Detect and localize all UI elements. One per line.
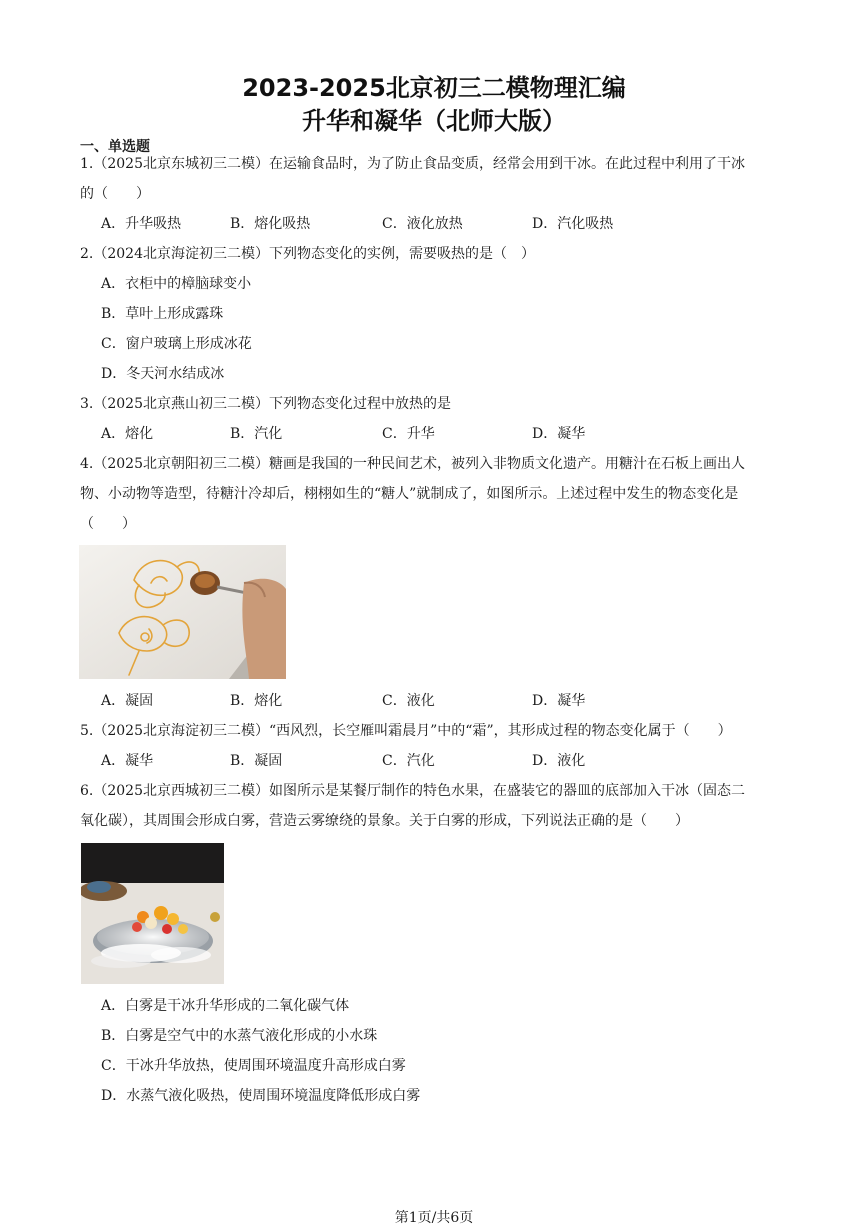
- q3-option-a: A．熔化: [101, 426, 154, 442]
- question-5-text: 5.（2025北京海淀初三二模）“西风烈，长空雁叫霜晨月”中的“霜”，其形成过程的物态变化属于（ ）: [80, 723, 732, 739]
- dry-ice-fruit-photo: [81, 843, 224, 984]
- page-footer: 第1页/共6页: [394, 1210, 474, 1226]
- q5-option-b: B．凝固: [230, 753, 283, 769]
- q6-option-a: A．白雾是干冰升华形成的二氧化碳气体: [101, 998, 350, 1014]
- question-6-text: 6.（2025北京西城初三二模）如图所示是某餐厅制作的特色水果，在盛装它的器皿的底部加入干冰（固态二: [80, 783, 745, 799]
- question-1-text: 1.（2025北京东城初三二模）在运输食品时，为了防止食品变质，经常会用到干冰。在此过程中利用了干冰: [80, 156, 745, 172]
- q6-option-b: B．白雾是空气中的水蒸气液化形成的小水珠: [101, 1028, 378, 1044]
- question-2-text: 2.（2024北京海淀初三二模）下列物态变化的实例，需要吸热的是（ ）: [80, 246, 535, 262]
- q4-option-c: C．液化: [382, 693, 435, 709]
- q5-option-a: A．凝华: [101, 753, 154, 769]
- q4-option-b: B．熔化: [230, 693, 283, 709]
- question-6-text-cont: 氧化碳），其周围会形成白雾，营造云雾缭绕的景象。关于白雾的形成，下列说法正确的是（ ）: [80, 813, 689, 829]
- q5-option-d: D．液化: [532, 753, 586, 769]
- q4-option-a: A．凝固: [101, 693, 154, 709]
- q2-option-b: B．草叶上形成露珠: [101, 306, 224, 322]
- document-subtitle: 升华和凝华（北师大版）: [302, 107, 566, 135]
- q4-option-d: D．凝华: [532, 693, 586, 709]
- section-heading: 一、单选题: [80, 139, 150, 155]
- question-1-text-cont: 的（ ）: [80, 186, 150, 202]
- q3-option-d: D．凝华: [532, 426, 586, 442]
- q3-option-c: C．升华: [382, 426, 435, 442]
- question-4-text: 4.（2025北京朝阳初三二模）糖画是我国的一种民间艺术，被列入非物质文化遗产。用糖汁在石板上画出人: [80, 456, 745, 472]
- q3-option-b: B．汽化: [230, 426, 283, 442]
- q1-option-c: C．液化放热: [382, 216, 463, 232]
- q6-option-c: C．干冰升华放热，使周围环境温度升高形成白雾: [101, 1058, 406, 1074]
- q6-option-d: D．水蒸气液化吸热，使周围环境温度降低形成白雾: [101, 1088, 421, 1104]
- question-4-text-cont: 物、小动物等造型，待糖汁冷却后，栩栩如生的“糖人”就制成了，如图所示。上述过程中发生的物态变化是: [80, 486, 739, 502]
- q2-option-d: D．冬天河水结成冰: [101, 366, 225, 382]
- q1-option-d: D．汽化吸热: [532, 216, 614, 232]
- q1-option-b: B．熔化吸热: [230, 216, 311, 232]
- question-3-text: 3.（2025北京燕山初三二模）下列物态变化过程中放热的是: [80, 396, 451, 412]
- q2-option-c: C．窗户玻璃上形成冰花: [101, 336, 252, 352]
- q5-option-c: C．汽化: [382, 753, 435, 769]
- q1-option-a: A．升华吸热: [101, 216, 182, 232]
- document-title: 2023-2025北京初三二模物理汇编: [242, 74, 626, 102]
- question-4-text-cont2: （ ）: [80, 516, 136, 532]
- sugar-painting-photo: [79, 545, 286, 679]
- q2-option-a: A．衣柜中的樟脑球变小: [101, 276, 252, 292]
